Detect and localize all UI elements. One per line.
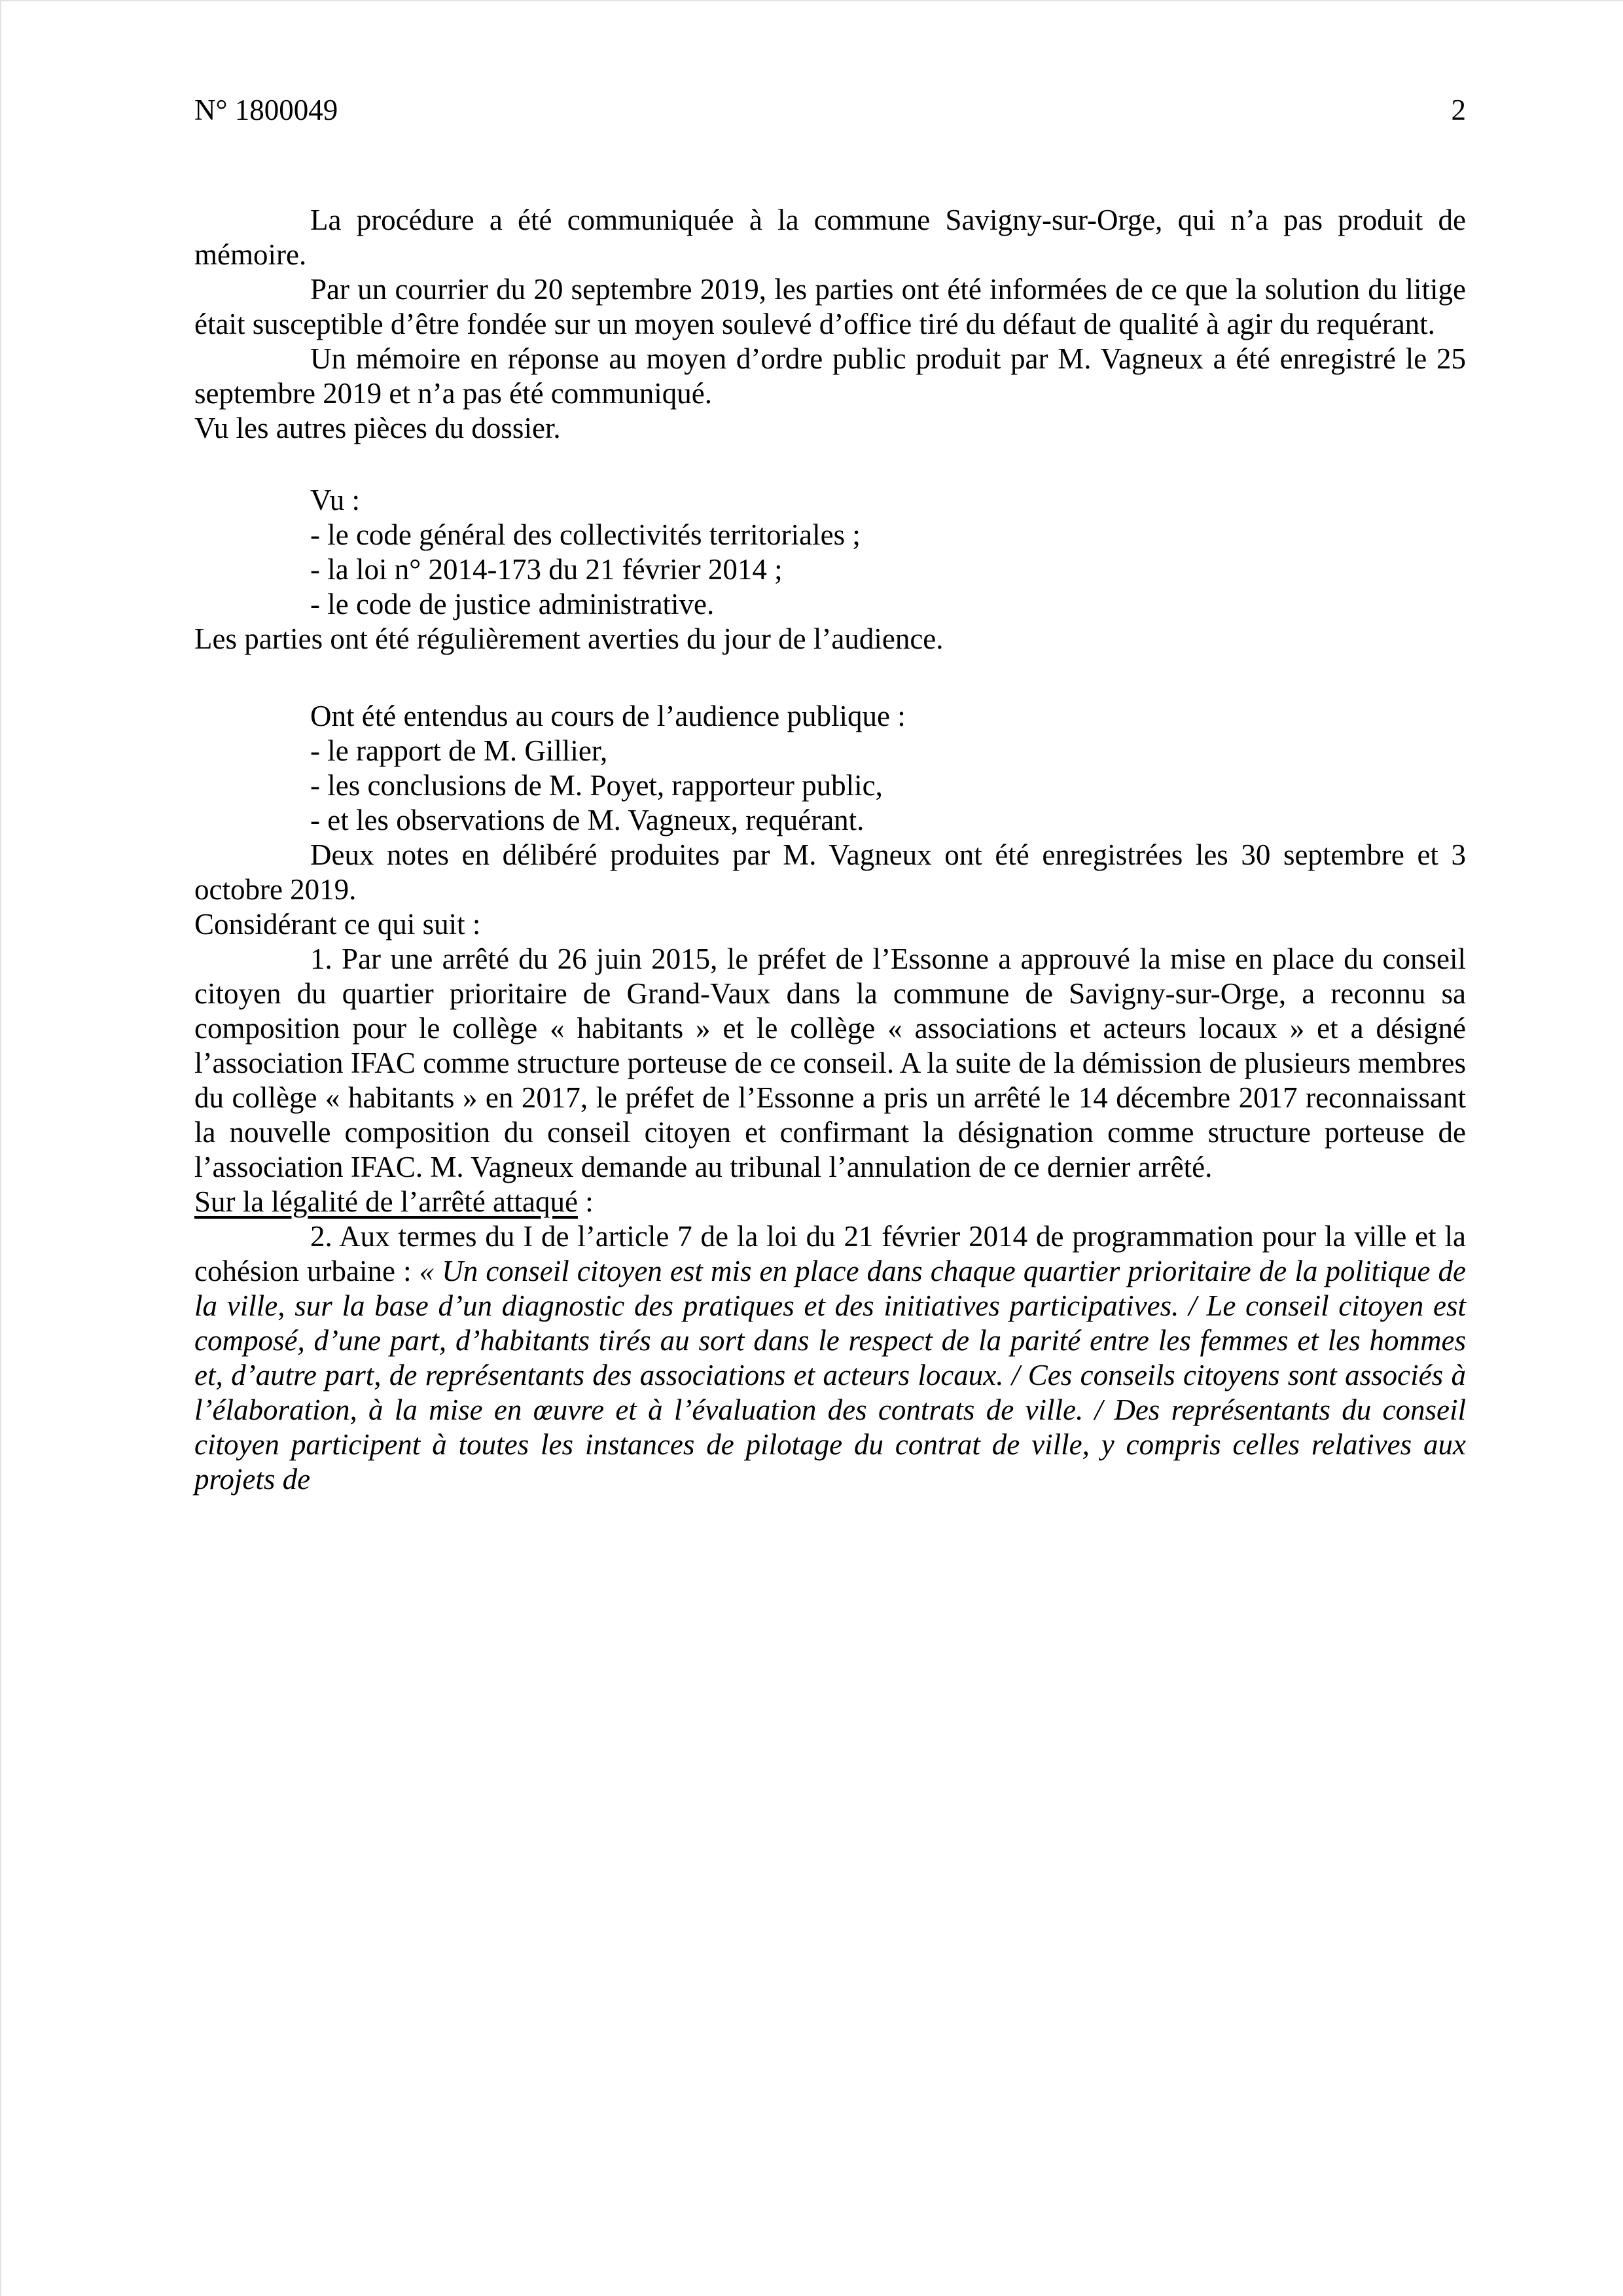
page-number: 2 (1451, 94, 1466, 126)
section-heading-legalite (194, 1185, 1466, 1219)
paragraph-courrier: Par un courrier du 20 septembre 2019, les parties ont été informées de ce que la solution du litige était susceptible d’être fondée sur un moyen soulevé d’office tiré du défaut de qualité à agir du requérant. (194, 273, 1466, 340)
case-number: N° 1800049 (194, 94, 338, 126)
audience-item: - le rapport de M. Gillier, (310, 734, 608, 767)
section-heading-text: Sur la légalité de l’arrêté attaqué (194, 1185, 578, 1218)
vu-item: - le code de justice administrative. (310, 588, 715, 620)
paragraph-point-2 (194, 1219, 1466, 1497)
paragraph-procedure: La procédure a été communiquée à la commune Savigny-sur-Orge, qui n’a pas produit de mémoire. (194, 204, 1466, 271)
audience-intro: Ont été entendus au cours de l’audience publique : (310, 700, 906, 732)
paragraph-memoire: Un mémoire en réponse au moyen d’ordre public produit par M. Vagneux a été enregistré le 25 septembre 2019 et n’a pas été communiqué. (194, 342, 1466, 410)
section-heading-colon: : (577, 1185, 594, 1218)
paragraph-notes-delibere: Deux notes en délibéré produites par M. Vagneux ont été enregistrées les 30 septembre et 3 octobre 2019. (194, 838, 1466, 906)
paragraph-considerant: Considérant ce qui suit : (194, 908, 481, 941)
audience-item: - et les observations de M. Vagneux, requérant. (310, 804, 865, 836)
point-2-intro: 2. Aux termes du I de l’article 7 de la loi du 21 février 2014 de programmation pour la ville et la cohésion urbaine : (194, 1220, 1466, 1287)
paragraph-vu-pieces: Vu les autres pièces du dossier. (194, 412, 561, 444)
paragraph-parties-averties: Les parties ont été régulièrement averties du jour de l’audience. (194, 622, 944, 655)
document-body (194, 203, 1466, 1497)
vu-list (310, 483, 1466, 622)
audience-item: - les conclusions de M. Poyet, rapporteur public, (310, 769, 883, 802)
audience-list (310, 699, 1466, 838)
point-2-quotation: « Un conseil citoyen est mis en place dans chaque quartier prioritaire de la politique de la ville, sur la base d’un diagnostic des pratiques et des initiatives participatives. / Le conseil citoyen est composé, d’une part, d’habitants tirés au sort dans le respect de la parité entre les femmes et les hommes et, d’autre part, de représentants des associations et acteurs locaux. / Ces conseils citoyens sont associés à l’élaboration, à la mise en œuvre et à l’évaluation des contrats de ville. / Des représentants du conseil citoyen participent à toutes les instances de pilotage du contrat de ville, y compris celles relatives aux projets de (194, 1255, 1466, 1496)
vu-item: - la loi n° 2014-173 du 21 février 2014 ; (310, 553, 783, 586)
vu-label: Vu : (310, 484, 361, 516)
page-header (194, 93, 1466, 128)
vu-item: - le code général des collectivités territoriales ; (310, 518, 861, 551)
paragraph-point-1: 1. Par une arrêté du 26 juin 2015, le préfet de l’Essonne a approuvé la mise en place du conseil citoyen du quartier prioritaire de Grand-Vaux dans la commune de Savigny-sur-Orge, a reconnu sa composition pour le collège « habitants » et le collège « associations et acteurs locaux » et a désigné l’association IFAC comme structure porteuse de ce conseil. A la suite de la démission de plusieurs membres du collège « habitants » en 2017, le préfet de l’Essonne a pris un arrêté le 14 décembre 2017 reconnaissant la nouvelle composition du conseil citoyen et confirmant la désignation comme structure porteuse de l’association IFAC. M. Vagneux demande au tribunal l’annulation de ce dernier arrêté. (194, 942, 1466, 1183)
